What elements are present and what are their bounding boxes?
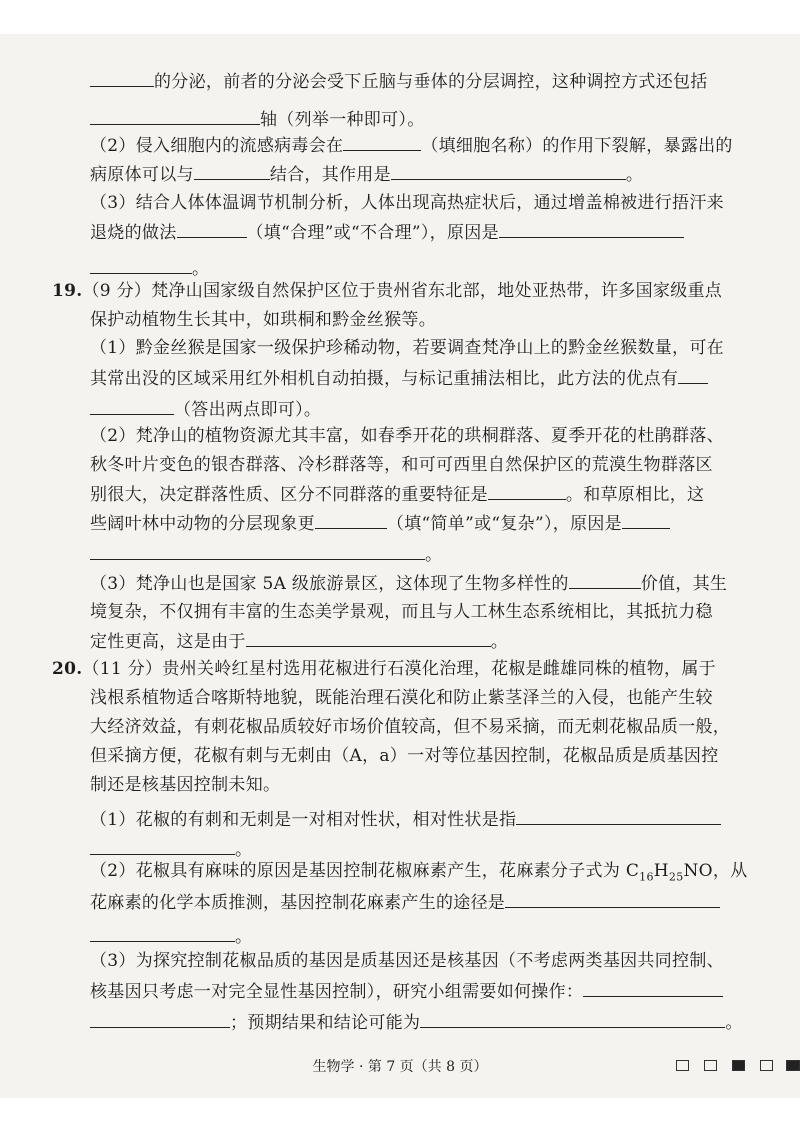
answer-blank[interactable] xyxy=(90,925,235,942)
q20-line-4: 但采摘方便，花椒有刺与无刺由（A，a）一对等位基因控制，花椒品质是质基因控 xyxy=(90,746,719,766)
q20-line-1: 20.（11 分）贵州关岭红星村选用花椒进行石漠化治理，花椒是雌雄同株的植物，属于 xyxy=(52,659,716,679)
answer-blank[interactable] xyxy=(516,808,721,825)
answer-blank[interactable] xyxy=(194,163,270,180)
q20-line-12: 核基因只考虑一对完全显性基因控制），研究小组需要如何操作： xyxy=(90,980,723,1003)
page-footer: 生物学 · 第 7 页（共 8 页） xyxy=(312,1059,488,1075)
q18-line-6: 退烧的做法 （填“合理”或“不合理”），原因是 xyxy=(90,221,684,244)
answer-blank[interactable] xyxy=(505,891,720,908)
answer-blank[interactable] xyxy=(90,838,235,855)
answer-blank[interactable] xyxy=(315,512,387,529)
q18-line-4: 病原体可以与 结合，其作用是 。 xyxy=(90,165,644,185)
answer-blank[interactable] xyxy=(90,70,154,87)
q20-line-10: 。 xyxy=(90,925,252,948)
answer-blank[interactable] xyxy=(246,630,491,647)
answer-blank[interactable] xyxy=(391,163,626,180)
q19-line-1: 19.（9 分）梵净山国家级自然保护区位于贵州省东北部，地处亚热带，许多国家级重点 xyxy=(52,281,723,301)
q19-line-9: 些阔叶林中动物的分层现象更 （填“简单”或“复杂”），原因是 xyxy=(90,512,670,535)
answer-blank[interactable] xyxy=(499,221,684,238)
q18-line-3: （2）侵入细胞内的流感病毒会在 （填细胞名称）的作用下裂解，暴露出的 xyxy=(90,136,733,156)
answer-blank[interactable] xyxy=(420,1011,725,1028)
box-marker-icon xyxy=(676,1060,689,1071)
q20-line-13: ；预期结果和结论可能为 。 xyxy=(90,1011,743,1034)
q19-line-4: 其常出没的区域采用红外相机自动拍摄，与标记重捕法相比，此方法的优点有 xyxy=(90,367,708,390)
q19-line-12: 境复杂，不仅拥有丰富的生态美学景观，而且与人工林生态系统相比，其抵抗力稳 xyxy=(90,602,713,622)
q18-line-7: 。 xyxy=(90,257,209,280)
answer-blank[interactable] xyxy=(488,483,566,500)
q19-line-13: 定性更高，这是由于 。 xyxy=(90,632,509,652)
filled-box-marker-icon xyxy=(732,1060,745,1071)
answer-blank[interactable] xyxy=(90,543,425,560)
answer-blank[interactable] xyxy=(90,1011,230,1028)
q19-line-6: （2）梵净山的植物资源尤其丰富，如春季开花的珙桐群落、夏季开花的杜鹃群落、 xyxy=(90,426,724,446)
answer-blank[interactable] xyxy=(583,980,723,997)
answer-blank[interactable] xyxy=(90,398,174,415)
q18-line-5: （3）结合人体体温调节机制分析，人体出现高热症状后，通过增盖棉被进行捂汗来 xyxy=(90,193,724,213)
q20-line-9: 花麻素的化学本质推测，基因控制花麻素产生的途径是 xyxy=(90,891,720,914)
scan-bottom-margin xyxy=(0,1098,800,1130)
q20-line-5: 制还是核基因控制未知。 xyxy=(90,775,281,795)
question-number: 19. xyxy=(52,281,83,301)
scan-top-margin xyxy=(0,0,800,34)
q20-line-6: （1）花椒的有刺和无刺是一对相对性状，相对性状是指 xyxy=(90,808,721,831)
q20-line-8: （2）花椒具有麻味的原因是基因控制花椒麻素产生，花麻素分子式为 $C_{16}H_{25}NO$，从 xyxy=(90,861,748,884)
q19-line-2: 保护动植物生长其中，如珙桐和黔金丝猴等。 xyxy=(90,310,436,330)
q19-line-5: （答出两点即可）。 xyxy=(90,398,321,421)
filled-box-marker-icon xyxy=(786,1060,800,1071)
q19-line-8: 别很大，决定群落性质、区分不同群落的重要特征是 。和草原相比，这 xyxy=(90,485,705,505)
box-marker-icon xyxy=(704,1060,717,1071)
q19-line-11: （3）梵净山也是国家 5A 级旅游景区，这体现了生物多样性的 价值，其生 xyxy=(90,574,728,594)
q19-line-7: 秋冬叶片变色的银杏群落、冷杉群落等，和可可西里自然保护区的荒漠生物群落区 xyxy=(90,455,713,475)
q20-line-7: 。 xyxy=(90,838,252,861)
answer-blank[interactable] xyxy=(177,221,247,238)
q20-line-3: 大经济效益，有刺花椒品质较好市场价值较高，但不易采摘，而无刺花椒品质一般， xyxy=(90,717,731,737)
answer-blank[interactable] xyxy=(90,257,192,274)
question-number: 20. xyxy=(52,659,83,679)
answer-blank[interactable] xyxy=(678,367,708,384)
q18-line-2: 轴（列举一种即可）。 xyxy=(90,108,425,131)
answer-blank[interactable] xyxy=(622,512,670,529)
box-marker-icon xyxy=(760,1060,773,1071)
q19-line-3: （1）黔金丝猴是国家一级保护珍稀动物，若要调查梵净山上的黔金丝猴数量，可在 xyxy=(90,338,724,358)
answer-blank[interactable] xyxy=(90,108,260,125)
q19-line-10: 。 xyxy=(90,543,442,566)
q20-line-11: （3）为探究控制花椒品质的基因是质基因还是核基因（不考虑两类基因共同控制、 xyxy=(90,951,724,971)
answer-blank[interactable] xyxy=(343,134,421,151)
q18-line-1: 的分泌，前者的分泌会受下丘脑与垂体的分层调控，这种调控方式还包括 xyxy=(90,70,708,93)
answer-blank[interactable] xyxy=(569,572,641,589)
q20-line-2: 浅根系植物适合喀斯特地貌，既能治理石漠化和防止紫茎泽兰的入侵，也能产生较 xyxy=(90,688,713,708)
